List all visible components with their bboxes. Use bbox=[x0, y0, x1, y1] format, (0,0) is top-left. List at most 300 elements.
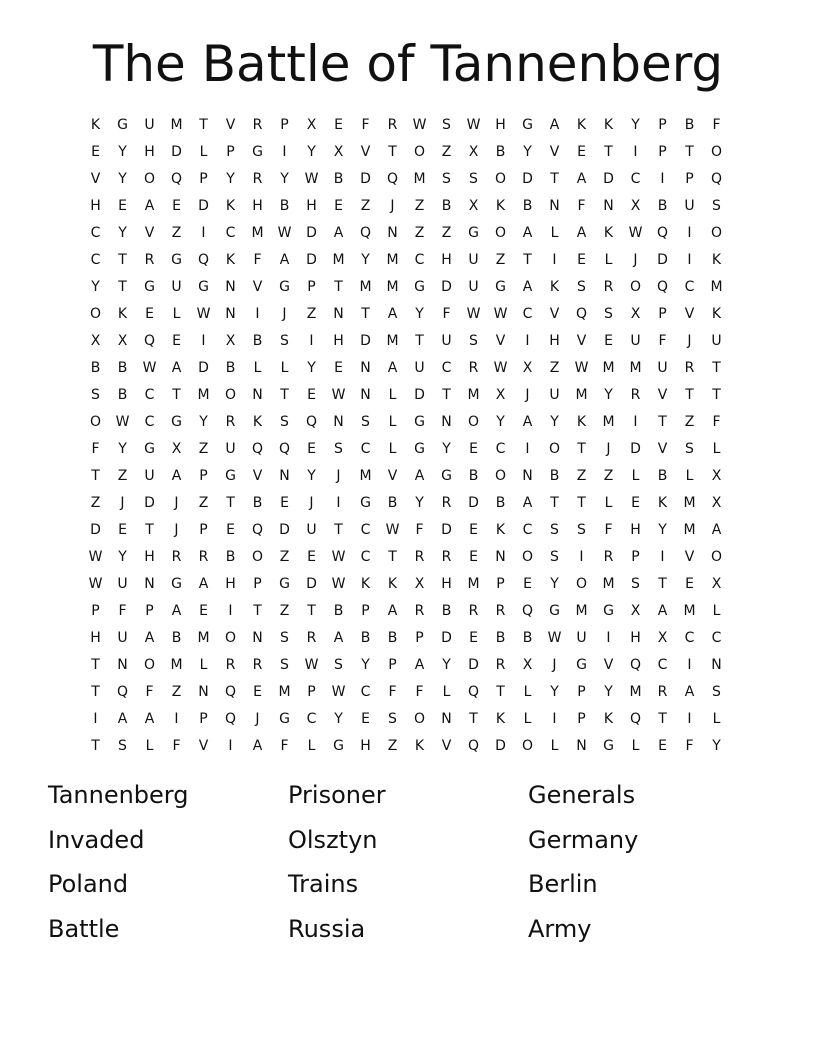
grid-letter: W bbox=[115, 414, 130, 430]
grid-letter: R bbox=[252, 657, 263, 673]
grid-letter: E bbox=[226, 522, 235, 538]
grid-letter: I bbox=[552, 252, 557, 268]
grid-letter: A bbox=[657, 603, 668, 619]
grid-letter: B bbox=[495, 495, 506, 511]
grid-letter: H bbox=[549, 333, 560, 349]
grid-letter: R bbox=[495, 657, 506, 673]
grid-letter: Q bbox=[710, 171, 723, 187]
grid-letter: M bbox=[332, 252, 345, 268]
grid-letter: O bbox=[710, 549, 723, 565]
grid-letter: S bbox=[604, 306, 613, 322]
grid-row bbox=[82, 625, 730, 652]
grid-letter: Z bbox=[279, 549, 290, 565]
grid-letter: J bbox=[687, 333, 692, 349]
grid-letter: S bbox=[469, 171, 478, 187]
grid-letter: U bbox=[414, 360, 425, 376]
grid-letter: X bbox=[468, 144, 479, 160]
grid-letter: K bbox=[225, 198, 236, 214]
grid-letter: S bbox=[469, 333, 478, 349]
grid-letter: U bbox=[441, 333, 452, 349]
grid-letter: V bbox=[549, 144, 560, 160]
grid-letter: H bbox=[333, 333, 344, 349]
grid-letter: Q bbox=[656, 279, 669, 295]
grid-letter: K bbox=[603, 711, 614, 727]
grid-letter: W bbox=[385, 522, 400, 538]
word-list bbox=[48, 778, 768, 956]
grid-letter: A bbox=[117, 711, 128, 727]
grid-letter: Q bbox=[521, 603, 534, 619]
grid-letter: V bbox=[657, 441, 668, 457]
grid-letter: Y bbox=[415, 306, 424, 322]
grid-letter: M bbox=[251, 225, 264, 241]
grid-letter: N bbox=[603, 198, 614, 214]
grid-letter: R bbox=[225, 657, 236, 673]
grid-letter: M bbox=[629, 684, 642, 700]
grid-row bbox=[82, 544, 730, 571]
grid-letter: T bbox=[550, 171, 559, 187]
grid-letter: B bbox=[387, 630, 398, 646]
grid-letter: Y bbox=[496, 414, 505, 430]
grid-row bbox=[82, 733, 730, 760]
grid-letter: X bbox=[657, 630, 668, 646]
grid-letter: L bbox=[388, 414, 397, 430]
grid-letter: T bbox=[604, 144, 613, 160]
grid-letter: R bbox=[387, 117, 398, 133]
grid-letter: C bbox=[225, 225, 236, 241]
grid-letter: Z bbox=[603, 468, 614, 484]
grid-letter: H bbox=[144, 549, 155, 565]
grid-letter: E bbox=[307, 387, 316, 403]
grid-letter: Y bbox=[280, 171, 289, 187]
grid-letter: X bbox=[306, 117, 317, 133]
grid-letter: U bbox=[225, 441, 236, 457]
grid-letter: R bbox=[441, 549, 452, 565]
grid-letter: K bbox=[360, 576, 371, 592]
grid-letter: E bbox=[658, 738, 667, 754]
grid-letter: P bbox=[658, 117, 667, 133]
grid-letter: F bbox=[145, 684, 154, 700]
grid-letter: D bbox=[360, 333, 371, 349]
grid-letter: T bbox=[334, 522, 343, 538]
grid-letter: I bbox=[201, 225, 206, 241]
grid-letter: C bbox=[90, 225, 101, 241]
grid-letter: I bbox=[687, 711, 692, 727]
grid-letter: A bbox=[522, 279, 533, 295]
grid-letter: S bbox=[631, 576, 640, 592]
grid-letter: Z bbox=[387, 738, 398, 754]
grid-letter: P bbox=[658, 306, 667, 322]
grid-letter: X bbox=[225, 333, 236, 349]
grid-letter: T bbox=[91, 657, 100, 673]
grid-letter: M bbox=[413, 171, 426, 187]
grid-letter: I bbox=[606, 630, 611, 646]
grid-letter: V bbox=[198, 738, 209, 754]
grid-letter: N bbox=[144, 576, 155, 592]
grid-letter: J bbox=[336, 468, 341, 484]
grid-letter: A bbox=[522, 225, 533, 241]
grid-letter: O bbox=[710, 225, 723, 241]
grid-letter: U bbox=[711, 333, 722, 349]
grid-letter: Y bbox=[118, 144, 127, 160]
grid-letter: J bbox=[174, 495, 179, 511]
grid-letter: S bbox=[712, 684, 721, 700]
grid-letter: Y bbox=[361, 657, 370, 673]
grid-letter: L bbox=[523, 684, 532, 700]
grid-letter: Q bbox=[224, 711, 237, 727]
grid-letter: A bbox=[684, 684, 695, 700]
grid-letter: W bbox=[331, 684, 346, 700]
grid-letter: N bbox=[117, 657, 128, 673]
grid-letter: Y bbox=[118, 171, 127, 187]
grid-letter: M bbox=[629, 360, 642, 376]
grid-letter: F bbox=[388, 684, 397, 700]
grid-letter: O bbox=[494, 225, 507, 241]
grid-letter: R bbox=[198, 549, 209, 565]
grid-letter: A bbox=[333, 225, 344, 241]
grid-letter: J bbox=[309, 495, 314, 511]
grid-letter: Z bbox=[117, 468, 128, 484]
grid-letter: R bbox=[414, 603, 425, 619]
grid-letter: I bbox=[228, 738, 233, 754]
grid-letter: F bbox=[253, 252, 262, 268]
grid-letter: U bbox=[144, 468, 155, 484]
grid-letter: L bbox=[712, 603, 721, 619]
grid-letter: W bbox=[628, 225, 643, 241]
grid-letter: F bbox=[577, 198, 586, 214]
grid-letter: L bbox=[145, 738, 154, 754]
grid-letter: W bbox=[196, 306, 211, 322]
grid-letter: G bbox=[279, 576, 290, 592]
grid-letter: Y bbox=[442, 657, 451, 673]
grid-row bbox=[82, 517, 730, 544]
grid-letter: Y bbox=[307, 468, 316, 484]
grid-letter: F bbox=[712, 414, 721, 430]
grid-letter: C bbox=[684, 279, 695, 295]
grid-letter: C bbox=[630, 171, 641, 187]
grid-letter: K bbox=[603, 225, 614, 241]
grid-letter: M bbox=[602, 360, 615, 376]
grid-letter: F bbox=[442, 306, 451, 322]
grid-letter: X bbox=[117, 333, 128, 349]
grid-row bbox=[82, 463, 730, 490]
grid-letter: E bbox=[604, 333, 613, 349]
grid-letter: E bbox=[469, 441, 478, 457]
grid-letter: N bbox=[441, 711, 452, 727]
grid-letter: K bbox=[252, 414, 263, 430]
grid-letter: K bbox=[495, 198, 506, 214]
grid-letter: Z bbox=[576, 468, 587, 484]
grid-letter: E bbox=[307, 549, 316, 565]
grid-letter: T bbox=[415, 333, 424, 349]
grid-letter: C bbox=[522, 522, 533, 538]
grid-letter: X bbox=[414, 576, 425, 592]
grid-letter: R bbox=[441, 495, 452, 511]
grid-letter: U bbox=[144, 117, 155, 133]
grid-letter: K bbox=[495, 522, 506, 538]
grid-letter: H bbox=[495, 117, 506, 133]
grid-letter: P bbox=[685, 171, 694, 187]
grid-letter: S bbox=[442, 171, 451, 187]
grid-letter: P bbox=[577, 684, 586, 700]
grid-letter: Z bbox=[495, 252, 506, 268]
grid-letter: I bbox=[174, 711, 179, 727]
grid-letter: X bbox=[630, 306, 641, 322]
grid-letter: T bbox=[145, 522, 154, 538]
grid-letter: S bbox=[361, 414, 370, 430]
grid-letter: B bbox=[117, 387, 128, 403]
grid-letter: F bbox=[361, 117, 370, 133]
grid-letter: Y bbox=[712, 738, 721, 754]
grid-letter: X bbox=[711, 576, 722, 592]
grid-letter: B bbox=[171, 630, 182, 646]
grid-letter: F bbox=[685, 738, 694, 754]
grid-letter: G bbox=[252, 144, 263, 160]
grid-letter: T bbox=[334, 279, 343, 295]
grid-letter: M bbox=[575, 603, 588, 619]
grid-letter: P bbox=[199, 171, 208, 187]
grid-letter: T bbox=[469, 711, 478, 727]
grid-letter: B bbox=[360, 630, 371, 646]
grid-letter: D bbox=[441, 279, 452, 295]
grid-letter: P bbox=[658, 144, 667, 160]
grid-letter: G bbox=[198, 279, 209, 295]
grid-letter: R bbox=[657, 684, 668, 700]
grid-letter: U bbox=[117, 576, 128, 592]
grid-letter: G bbox=[225, 468, 236, 484]
grid-letter: U bbox=[657, 360, 668, 376]
grid-letter: O bbox=[143, 171, 156, 187]
grid-letter: Y bbox=[307, 144, 316, 160]
grid-letter: T bbox=[685, 387, 694, 403]
grid-letter: C bbox=[495, 441, 506, 457]
grid-letter: K bbox=[711, 306, 722, 322]
grid-letter: E bbox=[334, 198, 343, 214]
grid-letter: L bbox=[388, 441, 397, 457]
grid-letter: I bbox=[255, 306, 260, 322]
grid-letter: E bbox=[334, 360, 343, 376]
grid-letter: D bbox=[360, 171, 371, 187]
grid-letter: D bbox=[171, 144, 182, 160]
grid-letter: W bbox=[466, 117, 481, 133]
grid-letter: D bbox=[441, 522, 452, 538]
grid-letter: V bbox=[549, 306, 560, 322]
grid-letter: L bbox=[199, 144, 208, 160]
grid-letter: S bbox=[442, 117, 451, 133]
grid-letter: O bbox=[89, 306, 102, 322]
word-list-item: Berlin bbox=[528, 870, 598, 898]
grid-letter: Y bbox=[307, 360, 316, 376]
grid-letter: K bbox=[603, 117, 614, 133]
grid-letter: A bbox=[576, 225, 587, 241]
grid-letter: N bbox=[198, 684, 209, 700]
grid-letter: A bbox=[144, 711, 155, 727]
grid-letter: U bbox=[468, 252, 479, 268]
grid-letter: E bbox=[577, 252, 586, 268]
grid-letter: P bbox=[199, 522, 208, 538]
grid-letter: Z bbox=[171, 684, 182, 700]
grid-letter: N bbox=[252, 630, 263, 646]
grid-letter: C bbox=[711, 630, 722, 646]
grid-letter: W bbox=[277, 225, 292, 241]
grid-letter: H bbox=[252, 198, 263, 214]
grid-letter: Z bbox=[414, 225, 425, 241]
grid-letter: K bbox=[576, 414, 587, 430]
grid-letter: P bbox=[307, 684, 316, 700]
grid-letter: V bbox=[495, 333, 506, 349]
grid-letter: D bbox=[279, 522, 290, 538]
grid-letter: X bbox=[495, 387, 506, 403]
grid-letter: E bbox=[172, 333, 181, 349]
grid-letter: B bbox=[252, 333, 263, 349]
grid-letter: M bbox=[278, 684, 291, 700]
grid-row bbox=[82, 382, 730, 409]
word-list-item: Olsztyn bbox=[288, 825, 378, 854]
grid-letter: Y bbox=[334, 711, 343, 727]
grid-letter: V bbox=[252, 279, 263, 295]
grid-letter: T bbox=[118, 279, 127, 295]
grid-letter: N bbox=[711, 657, 722, 673]
grid-letter: I bbox=[93, 711, 98, 727]
grid-letter: L bbox=[523, 711, 532, 727]
grid-letter: L bbox=[631, 738, 640, 754]
grid-letter: Y bbox=[604, 387, 613, 403]
grid-letter: A bbox=[387, 360, 398, 376]
word-list-item: Trains bbox=[288, 870, 359, 898]
grid-letter: N bbox=[225, 306, 236, 322]
grid-letter: O bbox=[521, 549, 534, 565]
grid-letter: J bbox=[120, 495, 125, 511]
grid-letter: E bbox=[172, 198, 181, 214]
grid-letter: C bbox=[360, 522, 371, 538]
grid-letter: U bbox=[117, 630, 128, 646]
grid-letter: H bbox=[144, 144, 155, 160]
grid-letter: F bbox=[91, 441, 100, 457]
grid-letter: F bbox=[415, 522, 424, 538]
grid-letter: S bbox=[577, 522, 586, 538]
grid-letter: Y bbox=[199, 414, 208, 430]
grid-letter: E bbox=[280, 495, 289, 511]
grid-letter: Y bbox=[550, 684, 559, 700]
grid-letter: E bbox=[631, 495, 640, 511]
grid-letter: T bbox=[577, 441, 586, 457]
grid-letter: Z bbox=[549, 360, 560, 376]
grid-letter: J bbox=[633, 252, 638, 268]
grid-letter: N bbox=[360, 387, 371, 403]
grid-letter: B bbox=[684, 117, 695, 133]
grid-letter: L bbox=[307, 738, 316, 754]
grid-letter: P bbox=[307, 279, 316, 295]
grid-letter: E bbox=[469, 522, 478, 538]
grid-letter: M bbox=[386, 333, 399, 349]
grid-letter: O bbox=[548, 441, 561, 457]
grid-letter: A bbox=[414, 657, 425, 673]
grid-letter: U bbox=[576, 630, 587, 646]
grid-letter: X bbox=[171, 441, 182, 457]
grid-letter: G bbox=[144, 279, 155, 295]
grid-letter: Y bbox=[118, 549, 127, 565]
grid-letter: T bbox=[388, 144, 397, 160]
grid-letter: A bbox=[522, 495, 533, 511]
grid-letter: Z bbox=[306, 306, 317, 322]
grid-letter: W bbox=[88, 549, 103, 565]
grid-letter: L bbox=[388, 387, 397, 403]
grid-letter: Q bbox=[467, 738, 480, 754]
grid-letter: V bbox=[387, 468, 398, 484]
grid-letter: I bbox=[552, 711, 557, 727]
grid-letter: Z bbox=[441, 225, 452, 241]
grid-letter: E bbox=[118, 198, 127, 214]
grid-letter: Q bbox=[656, 225, 669, 241]
grid-letter: D bbox=[306, 252, 317, 268]
word-list-item: Generals bbox=[528, 781, 636, 809]
grid-letter: C bbox=[306, 711, 317, 727]
grid-letter: A bbox=[252, 738, 263, 754]
grid-letter: Y bbox=[91, 279, 100, 295]
grid-letter: X bbox=[630, 603, 641, 619]
grid-letter: Y bbox=[415, 495, 424, 511]
grid-letter: M bbox=[359, 468, 372, 484]
grid-letter: D bbox=[603, 171, 614, 187]
grid-letter: L bbox=[712, 441, 721, 457]
grid-letter: G bbox=[495, 279, 506, 295]
grid-letter: E bbox=[145, 306, 154, 322]
grid-letter: J bbox=[282, 306, 287, 322]
grid-row bbox=[82, 301, 730, 328]
grid-letter: E bbox=[91, 144, 100, 160]
grid-letter: O bbox=[494, 171, 507, 187]
grid-letter: S bbox=[334, 657, 343, 673]
grid-letter: B bbox=[441, 198, 452, 214]
grid-letter: T bbox=[226, 495, 235, 511]
grid-letter: P bbox=[145, 603, 154, 619]
grid-letter: B bbox=[495, 630, 506, 646]
grid-letter: E bbox=[199, 603, 208, 619]
grid-letter: F bbox=[658, 333, 667, 349]
grid-letter: O bbox=[629, 279, 642, 295]
grid-letter: Q bbox=[251, 522, 264, 538]
page-title: The Battle of Tannenberg bbox=[92, 35, 724, 93]
grid-letter: N bbox=[252, 387, 263, 403]
grid-letter: M bbox=[710, 279, 723, 295]
grid-letter: D bbox=[468, 495, 479, 511]
grid-letter: R bbox=[603, 279, 614, 295]
grid-letter: H bbox=[441, 576, 452, 592]
grid-letter: Q bbox=[386, 171, 399, 187]
grid-letter: P bbox=[496, 576, 505, 592]
grid-letter: G bbox=[117, 117, 128, 133]
grid-letter: A bbox=[279, 252, 290, 268]
grid-letter: R bbox=[468, 360, 479, 376]
grid-letter: A bbox=[171, 468, 182, 484]
grid-letter: I bbox=[525, 441, 530, 457]
grid-letter: B bbox=[522, 630, 533, 646]
grid-letter: T bbox=[91, 684, 100, 700]
grid-letter: Y bbox=[550, 414, 559, 430]
grid-letter: S bbox=[577, 279, 586, 295]
grid-letter: D bbox=[198, 198, 209, 214]
grid-letter: G bbox=[603, 738, 614, 754]
grid-letter: Q bbox=[629, 711, 642, 727]
grid-letter: E bbox=[253, 684, 262, 700]
grid-row bbox=[82, 220, 730, 247]
grid-letter: I bbox=[525, 333, 530, 349]
grid-letter: S bbox=[712, 198, 721, 214]
grid-letter: G bbox=[333, 738, 344, 754]
grid-letter: B bbox=[387, 495, 398, 511]
grid-letter: K bbox=[711, 252, 722, 268]
grid-letter: V bbox=[441, 738, 452, 754]
grid-letter: O bbox=[89, 414, 102, 430]
